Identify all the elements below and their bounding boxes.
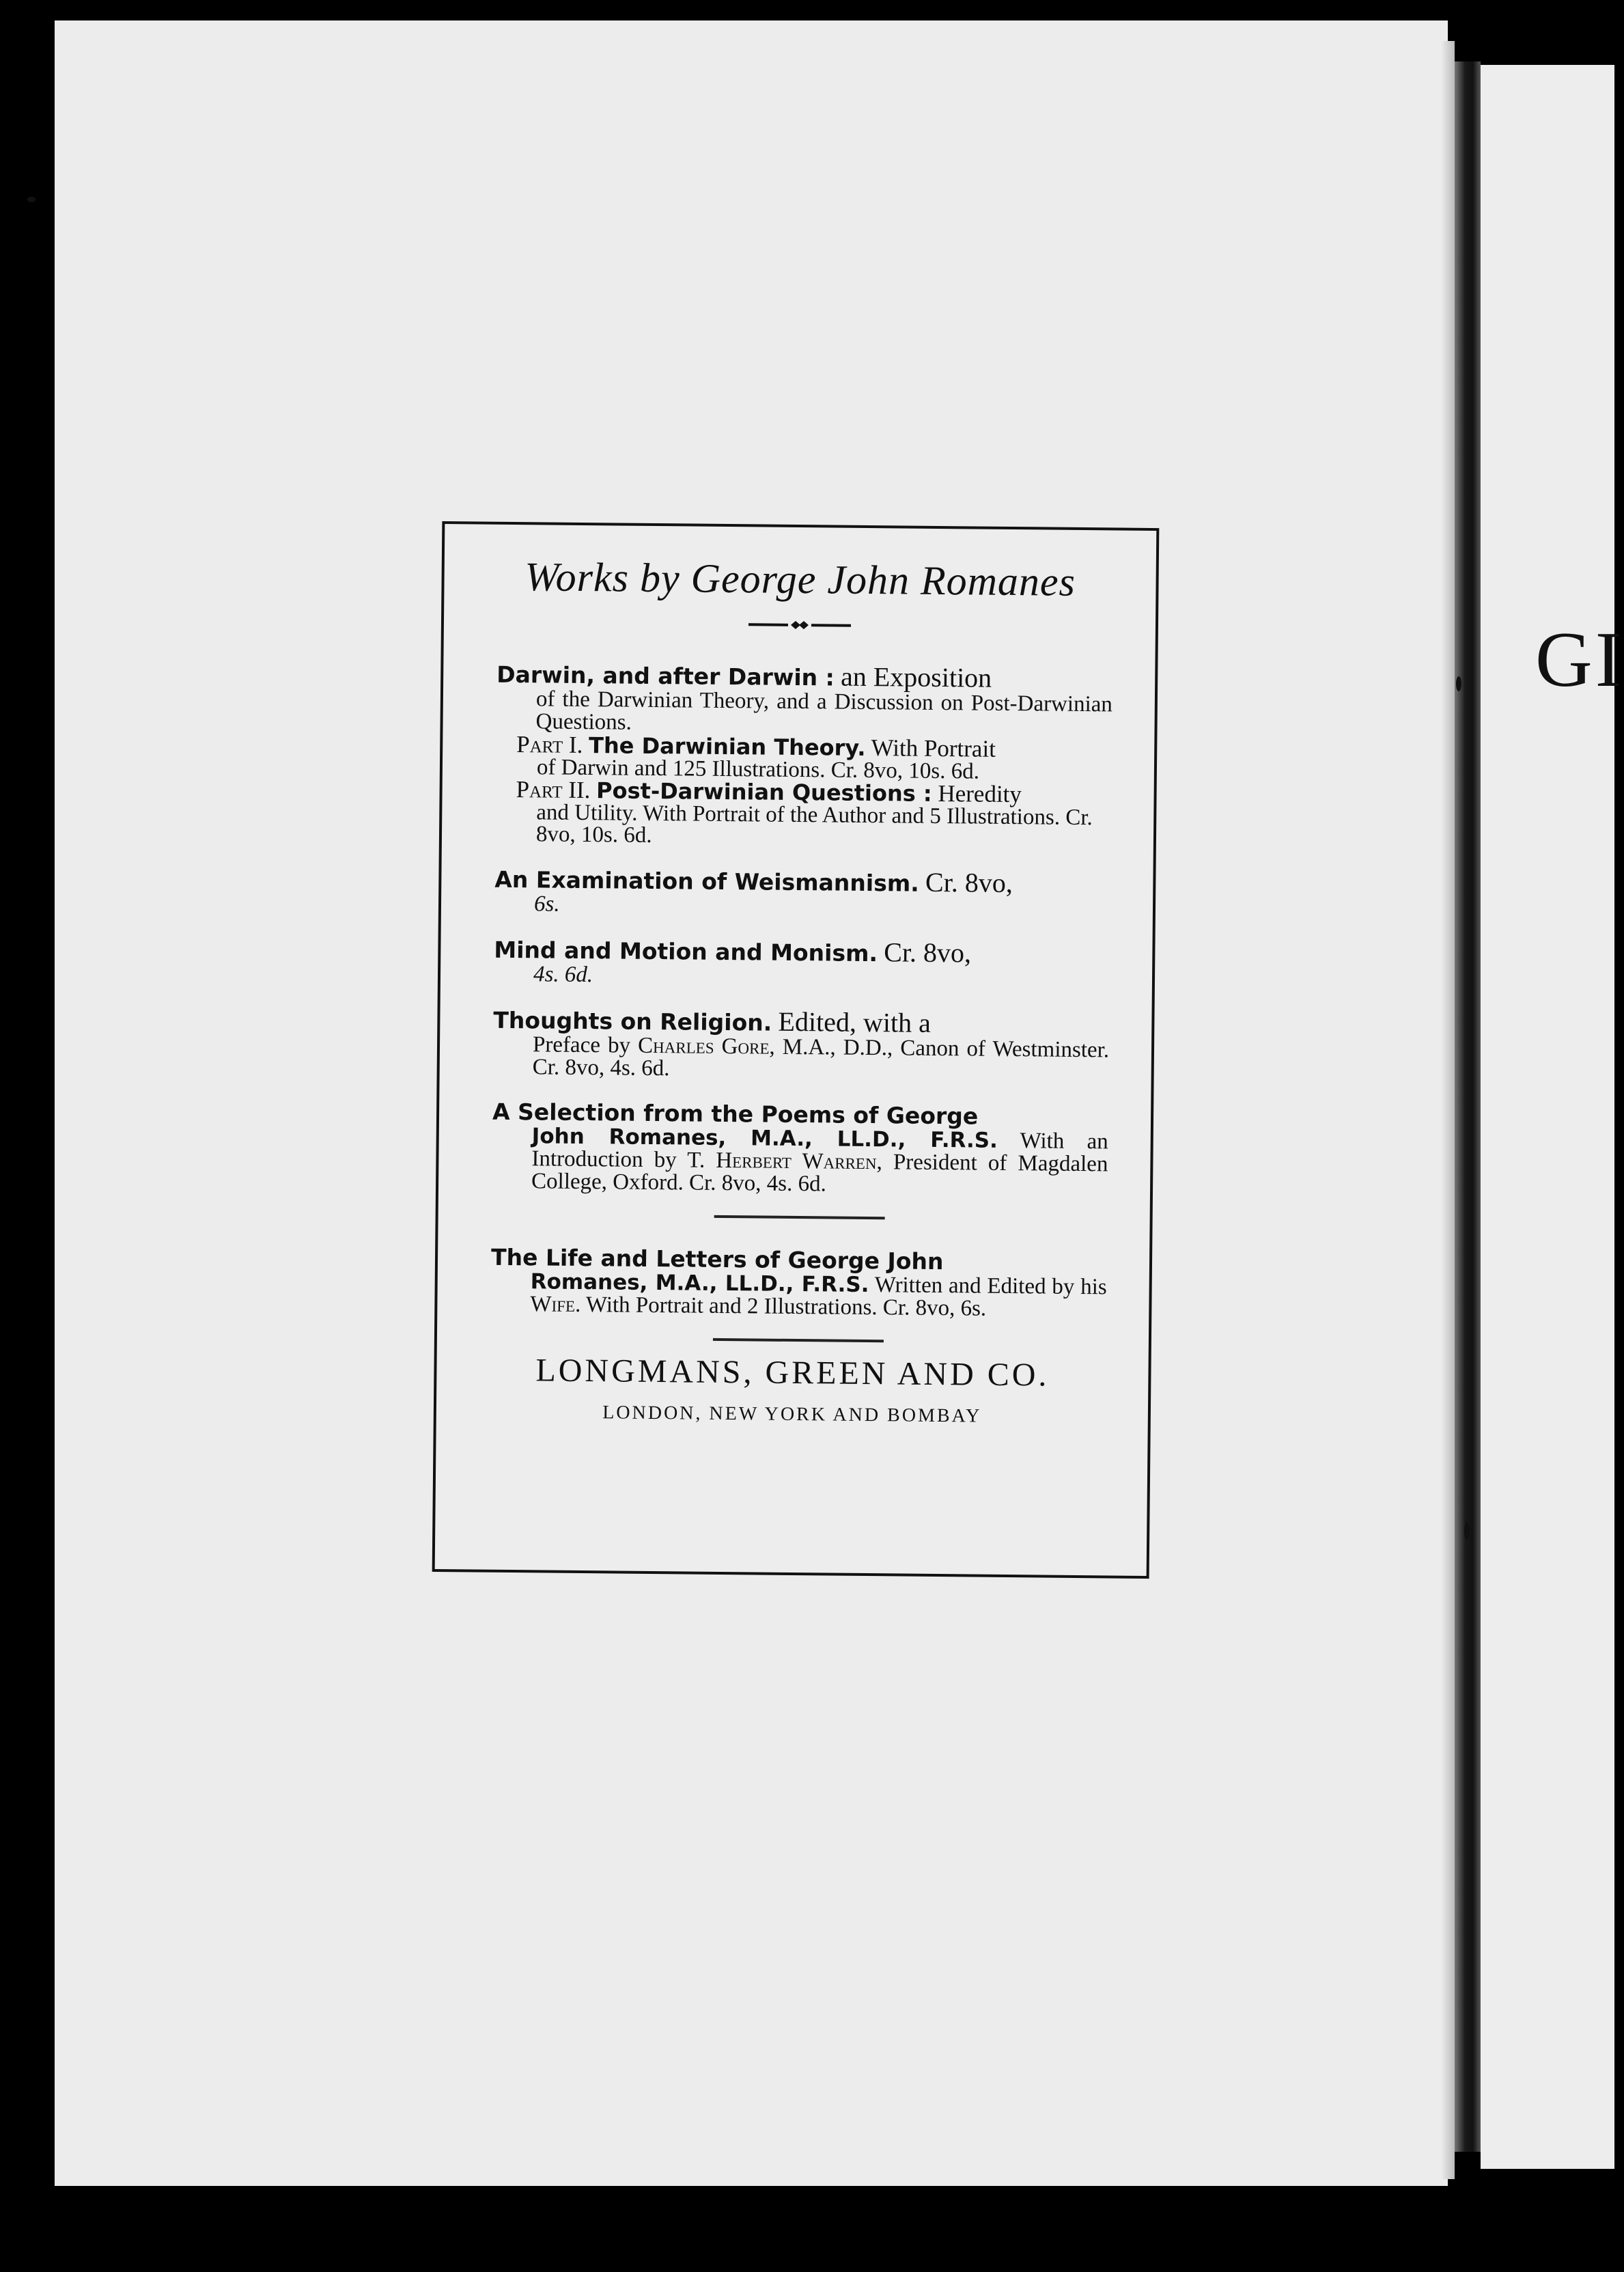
- entry-price: 4s. 6d.: [533, 962, 593, 988]
- entry-description: an Exposition: [840, 661, 992, 693]
- entry-poems: [492, 1099, 1108, 1199]
- entry-description: Cr. 8vo,: [925, 866, 1013, 899]
- entry-description: Cr. 8vo,: [884, 937, 972, 969]
- entry-subtext: Preface by Charles Gore, M.A., D.D., Canon of Westminster. Cr. 8vo, 4s. 6d.: [532, 1032, 1110, 1081]
- next-page-letters: GI: [1535, 616, 1624, 704]
- book-gutter: [1455, 61, 1481, 2152]
- advertisement-box: [432, 521, 1160, 1579]
- part-label: Part II.: [516, 776, 591, 804]
- part-title: The Darwinian Theory.: [588, 732, 866, 761]
- entry-title: An Examination of Weismannism.: [494, 865, 919, 897]
- entry-title: Mind and Motion and Monism.: [494, 936, 878, 967]
- entry-subtext: Romanes, M.A., LL.D., F.R.S. Written and Edited by his Wife. With Portrait and 2 Illustrations. Cr. 8vo, 6s.: [530, 1269, 1107, 1321]
- entries-list: [437, 628, 1156, 1345]
- speck: [27, 197, 36, 202]
- entry-weismannism: [494, 865, 1111, 922]
- part-description: With Portrait: [871, 734, 996, 762]
- entry-title: A Selection from the Poems of George: [492, 1098, 979, 1130]
- part-subtext: and Utility. With Portrait of the Author and 5 Illustrations. Cr. 8vo, 10s. 6d.: [535, 800, 1093, 848]
- entry-price: 6s.: [533, 891, 560, 917]
- section-divider: [713, 1338, 884, 1342]
- entry-subtext: John Romanes, M.A., LL.D., F.R.S. With an Introduction by T. Herbert Warren, President of Magdalen College, Oxford. Cr. 8vo, 4s. 6d.: [531, 1124, 1108, 1197]
- gutter-shadow: [1441, 41, 1455, 2179]
- publisher-name: LONGMANS, GREEN AND CO.: [535, 1352, 1050, 1394]
- entry-life-letters: [490, 1245, 1107, 1322]
- speck: [1464, 1522, 1470, 1540]
- part-title: Post-Darwinian Questions :: [596, 777, 932, 807]
- entry-subtext: of the Darwinian Theory, and a Discussion on Post-Darwinian Questions.: [535, 687, 1113, 735]
- ornament-divider-icon: [748, 618, 851, 632]
- entry-title: Thoughts on Religion.: [493, 1006, 772, 1036]
- entry-darwin: [495, 661, 1113, 851]
- entry-description: Edited, with a: [778, 1006, 932, 1038]
- right-page: [1481, 65, 1614, 2169]
- entry-title: Darwin, and after Darwin :: [496, 661, 835, 691]
- part-description: Heredity: [938, 779, 1022, 808]
- part-label: Part I.: [516, 731, 583, 758]
- entry-religion: [493, 1006, 1110, 1085]
- section-divider: [714, 1215, 885, 1219]
- entry-mind-motion: [494, 936, 1110, 992]
- part-subtext: of Darwin and 125 Illustrations. Cr. 8vo, 10s. 6d.: [536, 755, 980, 784]
- speck: [1456, 676, 1461, 691]
- ad-title: Works by George John Romanes: [524, 554, 1076, 605]
- publisher-cities: LONDON, NEW YORK AND BOMBAY: [602, 1402, 982, 1427]
- entry-title: The Life and Letters of George John: [490, 1243, 944, 1275]
